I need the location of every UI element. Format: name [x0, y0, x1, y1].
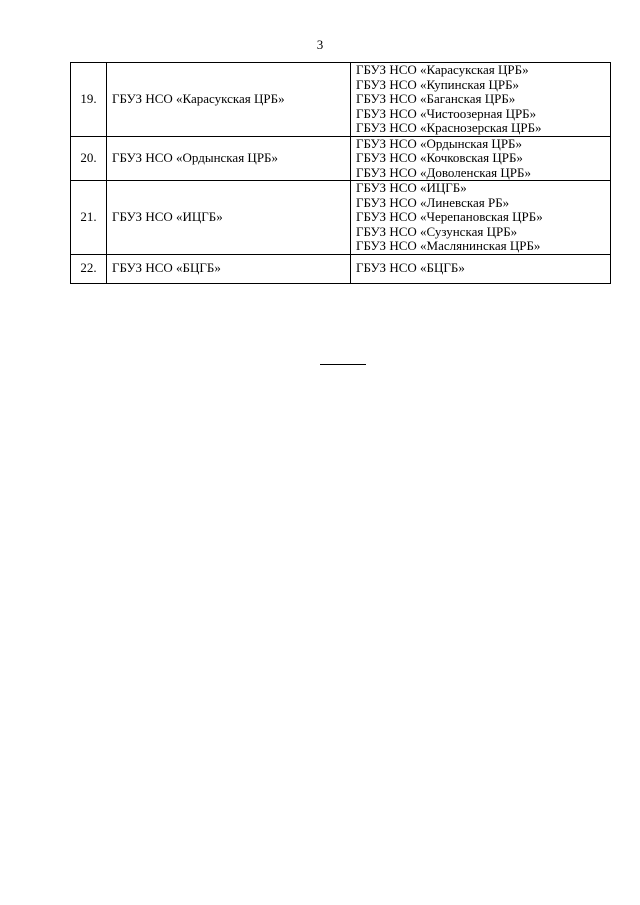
- attached-institution: ГБУЗ НСО «Баганская ЦРБ»: [356, 91, 516, 106]
- attached-institution: ГБУЗ НСО «Чистоозерная ЦРБ»: [356, 105, 537, 121]
- attached-institution: ГБУЗ НСО «Краснозерская ЦРБ»: [356, 120, 542, 135]
- attached-institutions: [351, 181, 611, 255]
- attached-institution: ГБУЗ НСО «Кочковская ЦРБ»: [356, 150, 523, 165]
- institution-name: ГБУЗ НСО «ИЦГБ»: [107, 181, 351, 255]
- row-number: 19.: [71, 63, 107, 137]
- row-number: 21.: [71, 181, 107, 255]
- page-number: 3: [316, 37, 324, 52]
- table-row: [71, 181, 611, 255]
- attached-institution: ГБУЗ НСО «Доволенская ЦРБ»: [356, 164, 531, 180]
- attached-institution: ГБУЗ НСО «Сузунская ЦРБ»: [356, 223, 518, 239]
- attached-institution: ГБУЗ НСО «Черепановская ЦРБ»: [356, 209, 543, 224]
- attached-institution: ГБУЗ НСО «БЦГБ»: [356, 260, 465, 276]
- row-number: 22.: [71, 254, 107, 283]
- institution-name: ГБУЗ НСО «Ордынская ЦРБ»: [107, 136, 351, 181]
- attached-institutions: [351, 254, 611, 283]
- attached-institutions: [351, 136, 611, 181]
- attached-institution: ГБУЗ НСО «ИЦГБ»: [356, 180, 467, 195]
- attached-institution: ГБУЗ НСО «Купинская ЦРБ»: [356, 76, 520, 92]
- attached-institution: ГБУЗ НСО «Карасукская ЦРБ»: [356, 62, 529, 77]
- attached-institution: ГБУЗ НСО «Линевская РБ»: [356, 194, 510, 210]
- row-number: 20.: [71, 136, 107, 181]
- attached-institution: ГБУЗ НСО «Ордынская ЦРБ»: [356, 135, 523, 151]
- end-divider: [320, 364, 366, 365]
- table-row: [71, 254, 611, 283]
- attached-institutions: [351, 63, 611, 137]
- table-row: [71, 136, 611, 181]
- institution-name: ГБУЗ НСО «БЦГБ»: [107, 254, 351, 283]
- table-row: [71, 63, 611, 137]
- institutions-table: [70, 62, 611, 284]
- attached-institution: ГБУЗ НСО «Маслянинская ЦРБ»: [356, 238, 541, 253]
- institution-name: ГБУЗ НСО «Карасукская ЦРБ»: [107, 63, 351, 137]
